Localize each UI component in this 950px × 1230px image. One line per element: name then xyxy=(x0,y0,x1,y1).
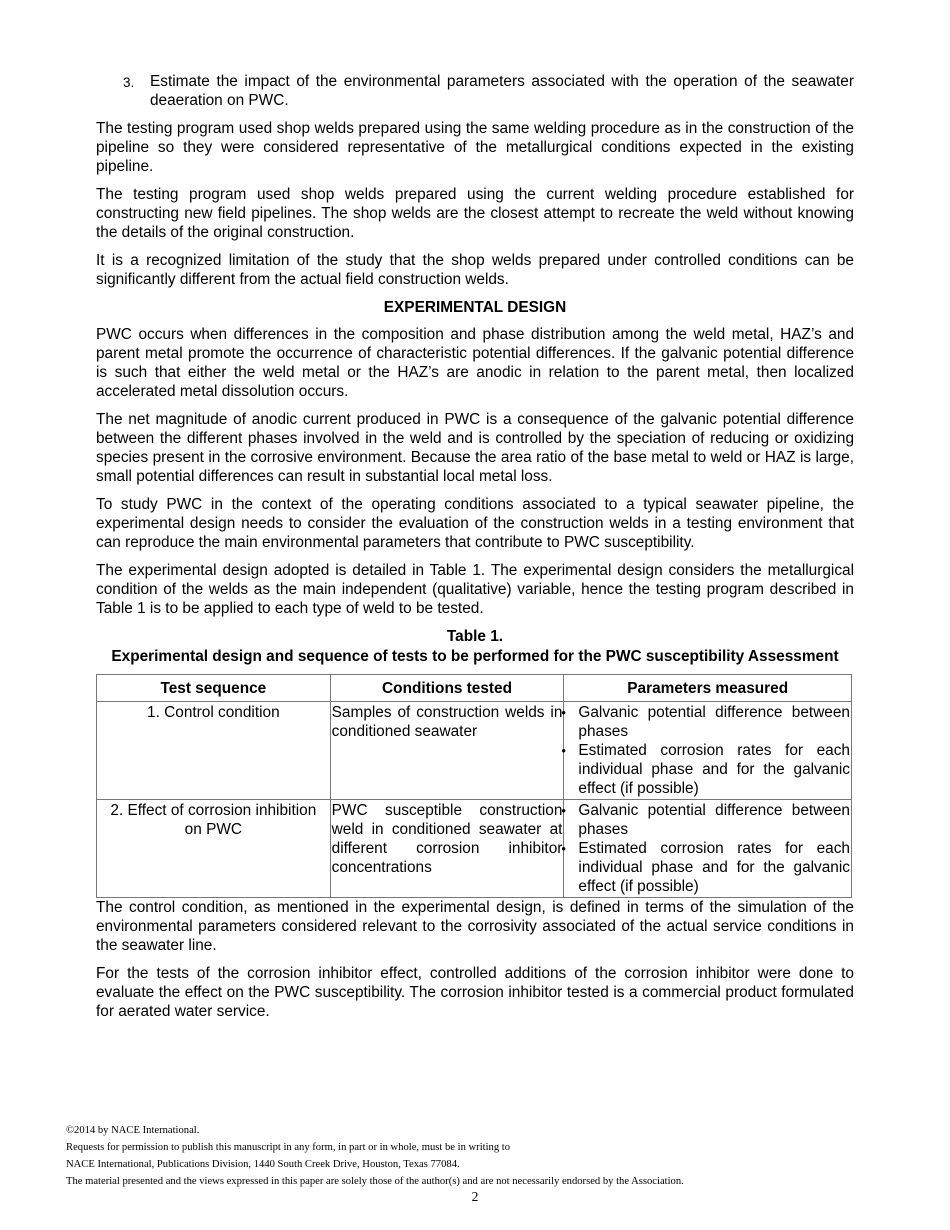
parameter-item: • Estimated corrosion rates for each individual phase and for the galvanic effect (if possible) xyxy=(564,741,850,798)
table-header-row xyxy=(97,675,852,702)
paragraph: It is a recognized limitation of the study that the shop welds prepared under controlled conditions can be significantly different from the actual field construction welds. xyxy=(96,252,854,288)
paragraph: The control condition, as mentioned in the experimental design, is defined in terms of the simulation of the environmental parameters considered relevant to the corrosivity associated of the actual service conditions in the seawater line. xyxy=(96,899,854,954)
footer-copyright: ©2014 by NACE International. xyxy=(66,1125,200,1136)
list-item-number: 3. xyxy=(123,75,135,90)
experimental-design-table xyxy=(96,674,852,898)
table-caption-label: Table 1. xyxy=(446,628,504,645)
body-content xyxy=(96,72,854,1030)
table-caption-title: Experimental design and sequence of tests to be performed for the PWC susceptibility Assessment xyxy=(111,647,839,665)
page-footer xyxy=(66,1122,896,1190)
paragraph: For the tests of the corrosion inhibitor effect, controlled additions of the corrosion inhibitor were done to evaluate the effect on the PWC susceptibility. The corrosion inhibitor tested is a commercial product formulated for aerated water service. xyxy=(96,965,854,1020)
conditions-cell: PWC susceptible construction weld in conditioned seawater at different corrosion inhibitor concentrations xyxy=(330,800,564,898)
parameter-item: • Galvanic potential difference between phases xyxy=(564,703,850,741)
parameters-list xyxy=(564,703,850,798)
section-heading: EXPERIMENTAL DESIGN xyxy=(383,299,567,316)
paragraph: To study PWC in the context of the operating conditions associated to a typical seawater pipeline, the experimental design needs to consider the evaluation of the construction welds in a testing environment that can reproduce the main environmental parameters that contribute to PWC susceptibility. xyxy=(96,496,854,551)
conditions-cell: Samples of construction welds in conditioned seawater xyxy=(330,702,564,800)
paragraph: PWC occurs when differences in the composition and phase distribution among the weld metal, HAZ’s and parent metal promote the occurrence of characteristic potential differences. If the galvanic potential difference is such that either the weld metal or the HAZ’s are anodic in relation to the parent metal, then localized accelerated metal dissolution occurs. xyxy=(96,326,854,400)
column-header: Test sequence xyxy=(97,675,331,702)
table-caption xyxy=(96,627,854,666)
paragraph: The testing program used shop welds prepared using the same welding procedure as in the construction of the pipeline so they were considered representative of the metallurgical conditions expected in the existing pipeline. xyxy=(96,120,854,175)
paragraph: The net magnitude of anodic current produced in PWC is a consequence of the galvanic potential difference between the different phases involved in the weld and is controlled by the speciation of reducing or oxidizing species present in the corrosive environment. Because the area ratio of the base metal to weld or HAZ is large, small potential differences can result in substantial local metal loss. xyxy=(96,411,854,485)
parameters-cell xyxy=(564,702,852,800)
test-sequence-cell: 1. Control condition xyxy=(97,702,331,800)
test-sequence-cell: 2. Effect of corrosion inhibition on PWC xyxy=(97,800,331,898)
footer-permission: Requests for permission to publish this manuscript in any form, in part or in whole, must be in writing to xyxy=(66,1142,511,1153)
table-row xyxy=(97,800,852,898)
table-row xyxy=(97,702,852,800)
parameter-item: • Estimated corrosion rates for each individual phase and for the galvanic effect (if possible) xyxy=(564,839,850,896)
footer-address: NACE International, Publications Division, 1440 South Creek Drive, Houston, Texas 77084. xyxy=(66,1159,460,1170)
page-number: 2 xyxy=(471,1189,479,1204)
column-header: Conditions tested xyxy=(330,675,564,702)
parameter-item: • Galvanic potential difference between phases xyxy=(564,801,850,839)
paragraph: The experimental design adopted is detailed in Table 1. The experimental design considers the metallurgical condition of the welds as the main independent (qualitative) variable, hence the testing program described in Table 1 is to be applied to each type of weld to be tested. xyxy=(96,562,854,617)
list-item-text: Estimate the impact of the environmental parameters associated with the operation of the seawater deaeration on PWC. xyxy=(150,73,854,109)
paragraph: The testing program used shop welds prepared using the current welding procedure established for constructing new field pipelines. The shop welds are the closest attempt to recreate the weld without knowing the details of the original construction. xyxy=(96,186,854,241)
footer-disclaimer: The material presented and the views expressed in this paper are solely those of the author(s) and are not necessarily endorsed by the Association. xyxy=(66,1176,684,1187)
column-header: Parameters measured xyxy=(564,675,852,702)
parameters-cell xyxy=(564,800,852,898)
numbered-list-item xyxy=(96,72,854,110)
parameters-list xyxy=(564,801,850,896)
